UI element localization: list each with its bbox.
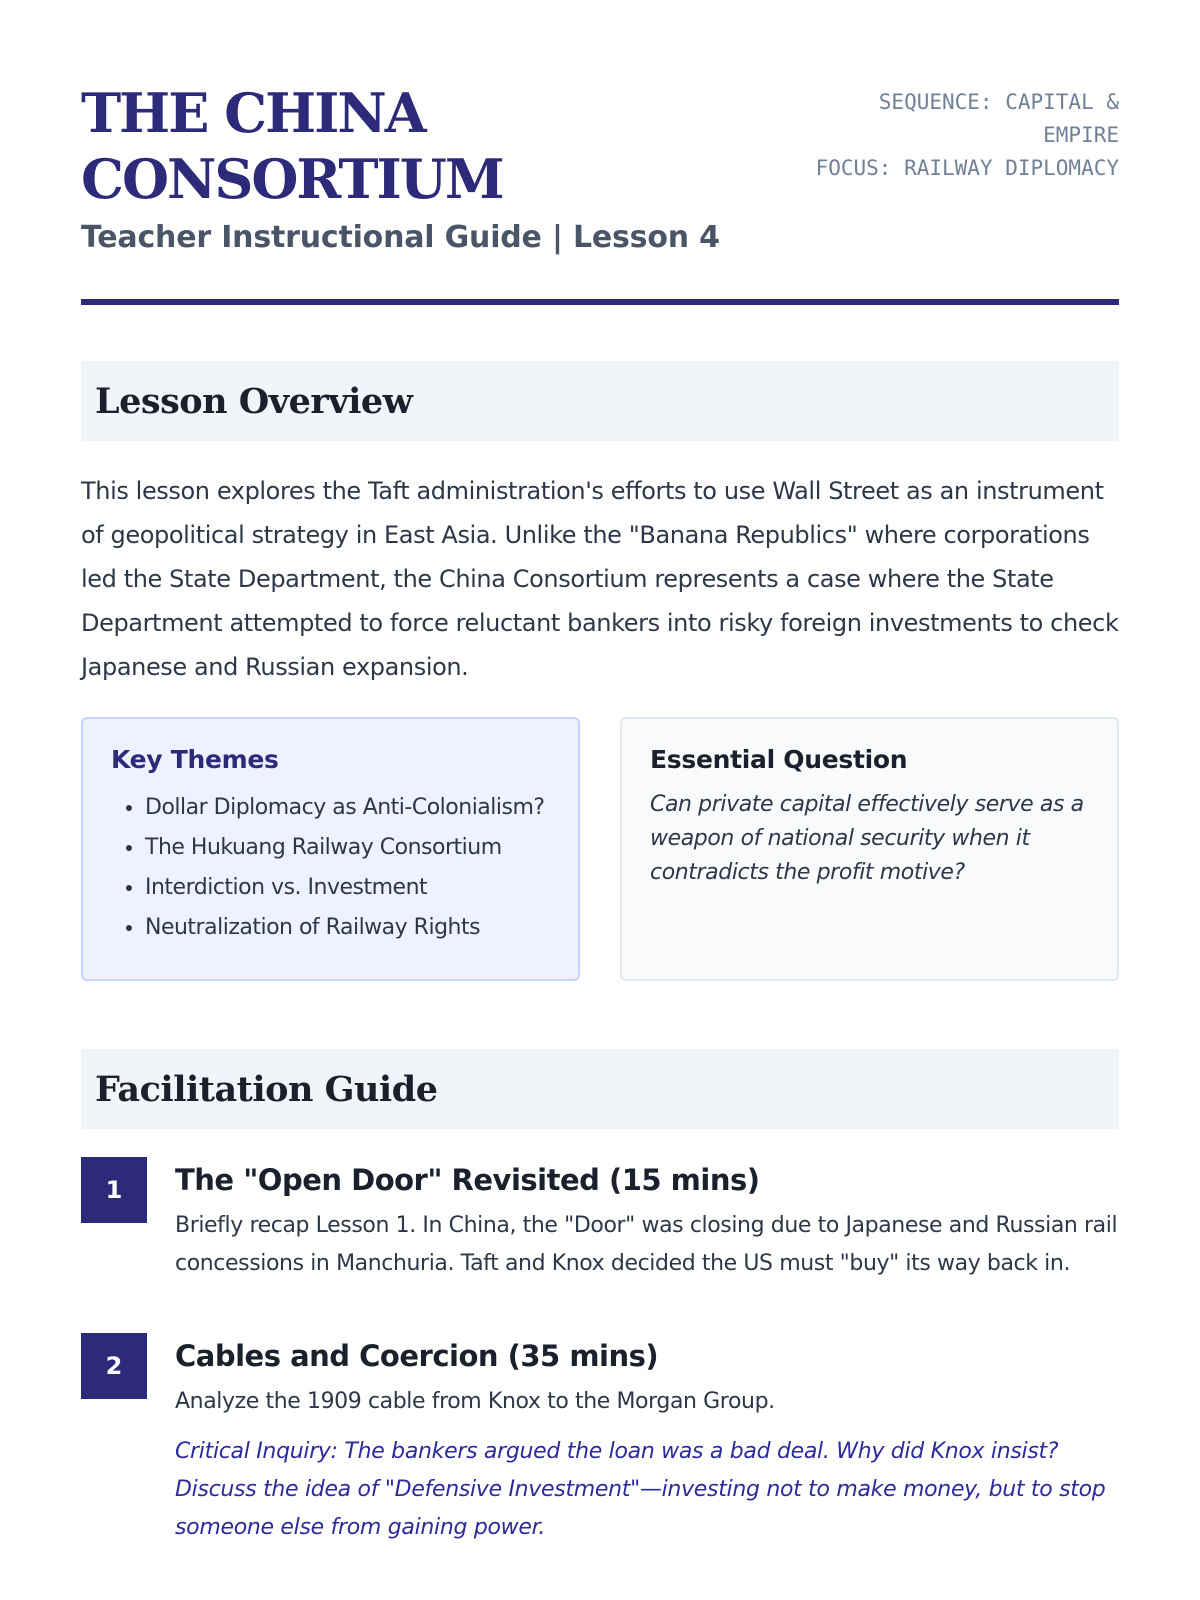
key-themes-heading: Key Themes xyxy=(111,745,279,774)
title-block xyxy=(81,80,720,255)
step-body xyxy=(175,1157,1119,1283)
key-themes-card xyxy=(81,717,580,981)
critical-inquiry-text: Critical Inquiry: The bankers argued the loan was a bad deal. Why did Knox insist? Discuss the idea of "Defensive Investment"—investing not to make money, but to stop someone else from gaining power. xyxy=(175,1439,1106,1540)
meta-focus: FOCUS: RAILWAY DIPLOMACY xyxy=(815,156,1119,180)
essential-question-heading: Essential Question xyxy=(650,745,908,774)
page-title xyxy=(81,80,561,212)
overview-heading: Lesson Overview xyxy=(95,380,413,422)
facilitation-section-header xyxy=(81,1049,1119,1129)
theme-item: • Dollar Diplomacy as Anti-Colonialism? xyxy=(145,788,550,828)
facilitation-step-2 xyxy=(81,1333,1119,1547)
title-line-2: CONSORTIUM xyxy=(81,147,503,211)
theme-item: • The Hukuang Railway Consortium xyxy=(145,828,550,868)
page-header xyxy=(81,80,1119,255)
key-themes-list xyxy=(111,788,550,948)
meta-sequence: SEQUENCE: CAPITAL & xyxy=(878,90,1119,114)
overview-section-header xyxy=(81,361,1119,441)
step-number-badge: 1 xyxy=(81,1157,147,1223)
theme-item: • Interdiction vs. Investment xyxy=(145,868,550,908)
step-body xyxy=(175,1333,1119,1547)
step-text: Briefly recap Lesson 1. In China, the "Door" was closing due to Japanese and Russian rail concessions in Manchuria. Taft and Knox decided the US must "buy" its way back in. xyxy=(175,1213,1118,1276)
step-text: Analyze the 1909 cable from Knox to the Morgan Group. xyxy=(175,1389,775,1414)
lesson-meta xyxy=(759,86,1119,185)
overview-text: This lesson explores the Taft administration's efforts to use Wall Street as an instrument of geopolitical strategy in East Asia. Unlike the "Banana Republics" where corporations led the State Department, the China Consortium represents a case where the State Department attempted to force reluctant bankers into risky foreign investments to check Japanese and Russian expansion. xyxy=(81,477,1119,681)
step-title: The "Open Door" Revisited (15 mins) xyxy=(175,1163,760,1197)
header-divider xyxy=(81,299,1119,305)
overview-cards xyxy=(81,717,1119,981)
title-line-1: THE CHINA xyxy=(81,81,425,145)
page-subtitle: Teacher Instructional Guide | Lesson 4 xyxy=(81,220,720,255)
step-title: Cables and Coercion (35 mins) xyxy=(175,1339,659,1373)
essential-question-card xyxy=(620,717,1119,981)
meta-sequence-cont: EMPIRE xyxy=(1043,123,1119,147)
theme-item: • Neutralization of Railway Rights xyxy=(145,908,550,948)
step-number-badge: 2 xyxy=(81,1333,147,1399)
facilitation-heading: Facilitation Guide xyxy=(95,1068,438,1110)
essential-question-text: Can private capital effectively serve as a weapon of national security when it contradicts the profit motive? xyxy=(650,792,1084,885)
facilitation-step-1 xyxy=(81,1157,1119,1283)
